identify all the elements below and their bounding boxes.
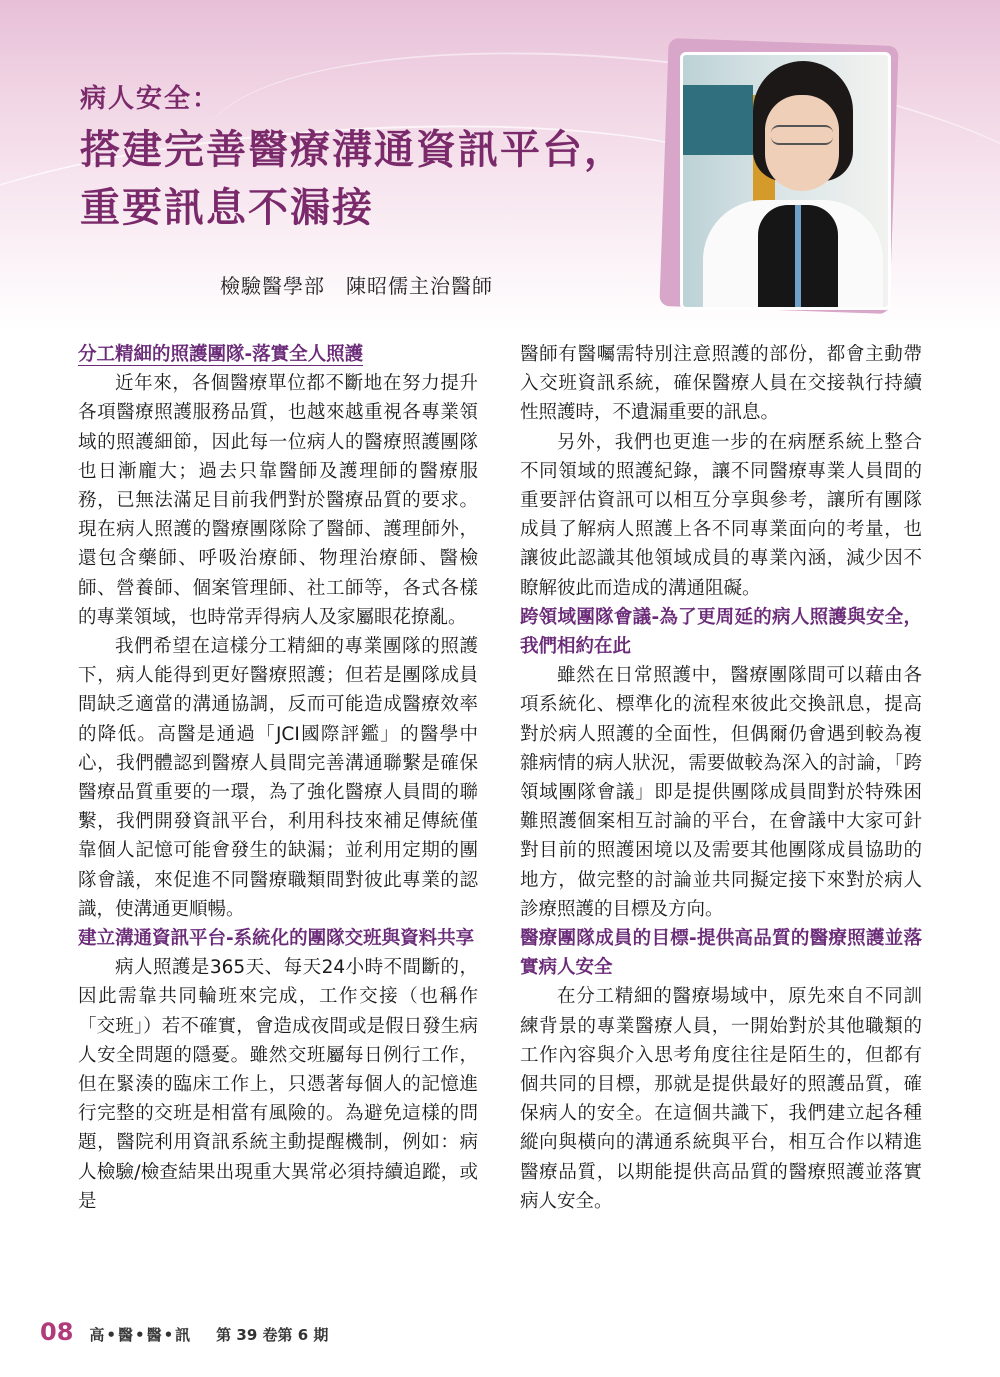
magazine-name: 高•醫•醫•訊 bbox=[89, 1326, 193, 1344]
article-kicker: 病人安全： bbox=[80, 84, 221, 114]
paragraph: 病人照護是365天、每天24小時不間斷的，因此需靠共同輪班來完成，工作交接（也稱作「交班」）若不確實，會造成夜間或是假日發生病人安全問題的隱憂。雖然交班屬每日例行工作，但在緊湊的臨床工作上，只憑著每個人的記憶進行完整的交班是相當有風險的。為避免這樣的問題，醫院利用資訊系統主動提醒機制，例如：病人檢驗/檢查結果出現重大異常必須持續追蹤，或是 bbox=[78, 957, 478, 1212]
paragraph: 在分工精細的醫療場域中，原先來自不同訓練背景的專業醫療人員，一開始對於其他職類的工作內容與介入思考角度往往是陌生的，但都有個共同的目標，那就是提供最好的照護品質，確保病人的安全。在這個共識下，我們建立起各種縱向與橫向的溝通系統與平台，相互合作以精進醫療品質，以期能提供高品質的醫療照護並落實病人安全。 bbox=[520, 986, 922, 1212]
page-footer bbox=[40, 1318, 940, 1348]
section-heading: 醫療團隊成員的目標-提供高品質的醫療照護並落實病人安全 bbox=[520, 928, 922, 979]
author-photo bbox=[680, 52, 891, 310]
section-heading: 分工精細的照護團隊-落實全人照護 bbox=[78, 344, 364, 365]
issue-label: 第 39 卷第 6 期 bbox=[216, 1326, 329, 1344]
paragraph-continued: 醫師有醫囑需特別注意照護的部份，都會主動帶入交班資訊系統，確保醫療人員在交接執行持續性照護時，不遺漏重要的訊息。 bbox=[520, 344, 922, 424]
article-title-line-1: 搭建完善醫療溝通資訊平台， bbox=[80, 127, 626, 173]
photo-lanyard bbox=[795, 205, 801, 310]
photo-background-sign bbox=[683, 85, 753, 155]
photo-glasses bbox=[771, 125, 833, 145]
section-heading: 跨領域團隊會議-為了更周延的病人照護與安全，我們相約在此 bbox=[520, 606, 922, 658]
article-title-line-2: 重要訊息不漏接 bbox=[80, 185, 374, 231]
page-number: 08 bbox=[40, 1318, 74, 1346]
article-column-left bbox=[78, 340, 478, 1216]
author-byline: 檢驗醫學部 陳昭儒主治醫師 bbox=[220, 274, 493, 298]
paragraph: 雖然在日常照護中，醫療團隊間可以藉由各項系統化、標準化的流程來彼此交換訊息，提高對於病人照護的全面性，但偶爾仍會遇到較為複雜病情的病人狀況，需要做較為深入的討論，「跨領域團隊會議」即是提供團隊成員間對於特殊困難照護個案相互討論的平台，在會議中大家可針對目前的照護困境以及需要其他團隊成員協助的地方，做完整的討論並共同擬定接下來對於病人診療照護的目標及方向。 bbox=[520, 665, 922, 920]
paragraph: 另外，我們也更進一步的在病歷系統上整合不同領域的照護紀錄，讓不同醫療專業人員間的重要評估資訊可以相互分享與參考，讓所有團隊成員了解病人照護上各不同專業面向的考量，也讓彼此認識其他領域成員的專業內涵，減少因不瞭解彼此而造成的溝通阻礙。 bbox=[520, 431, 922, 599]
paragraph: 我們希望在這樣分工精細的專業團隊的照護下，病人能得到更好醫療照護；但若是團隊成員間缺乏適當的溝通協調，反而可能造成醫療效率的降低。高醫是通過「JCI國際評鑑」的醫學中心，我們體認到醫療人員間完善溝通聯繫是確保醫療品質重要的一環，為了強化醫療人員間的聯繫，我們開發資訊平台，利用科技來補足傳統僅靠個人記憶可能會發生的缺漏；並利用定期的團隊會議，來促進不同醫療職類間對彼此專業的認識，使溝通更順暢。 bbox=[78, 636, 478, 920]
article-column-right bbox=[520, 340, 922, 1216]
paragraph: 近年來，各個醫療單位都不斷地在努力提升各項醫療照護服務品質，也越來越重視各專業領域的照護細節，因此每一位病人的醫療照護團隊也日漸龐大；過去只靠醫師及護理師的醫療服務，已無法滿足目前我們對於醫療品質的要求。現在病人照護的醫療團隊除了醫師、護理師外，還包含藥師、呼吸治療師、物理治療師、醫檢師、營養師、個案管理師、社工師等，各式各樣的專業領域，也時常弄得病人及家屬眼花撩亂。 bbox=[78, 373, 478, 628]
section-heading: 建立溝通資訊平台-系統化的團隊交班與資料共享 bbox=[78, 928, 475, 950]
